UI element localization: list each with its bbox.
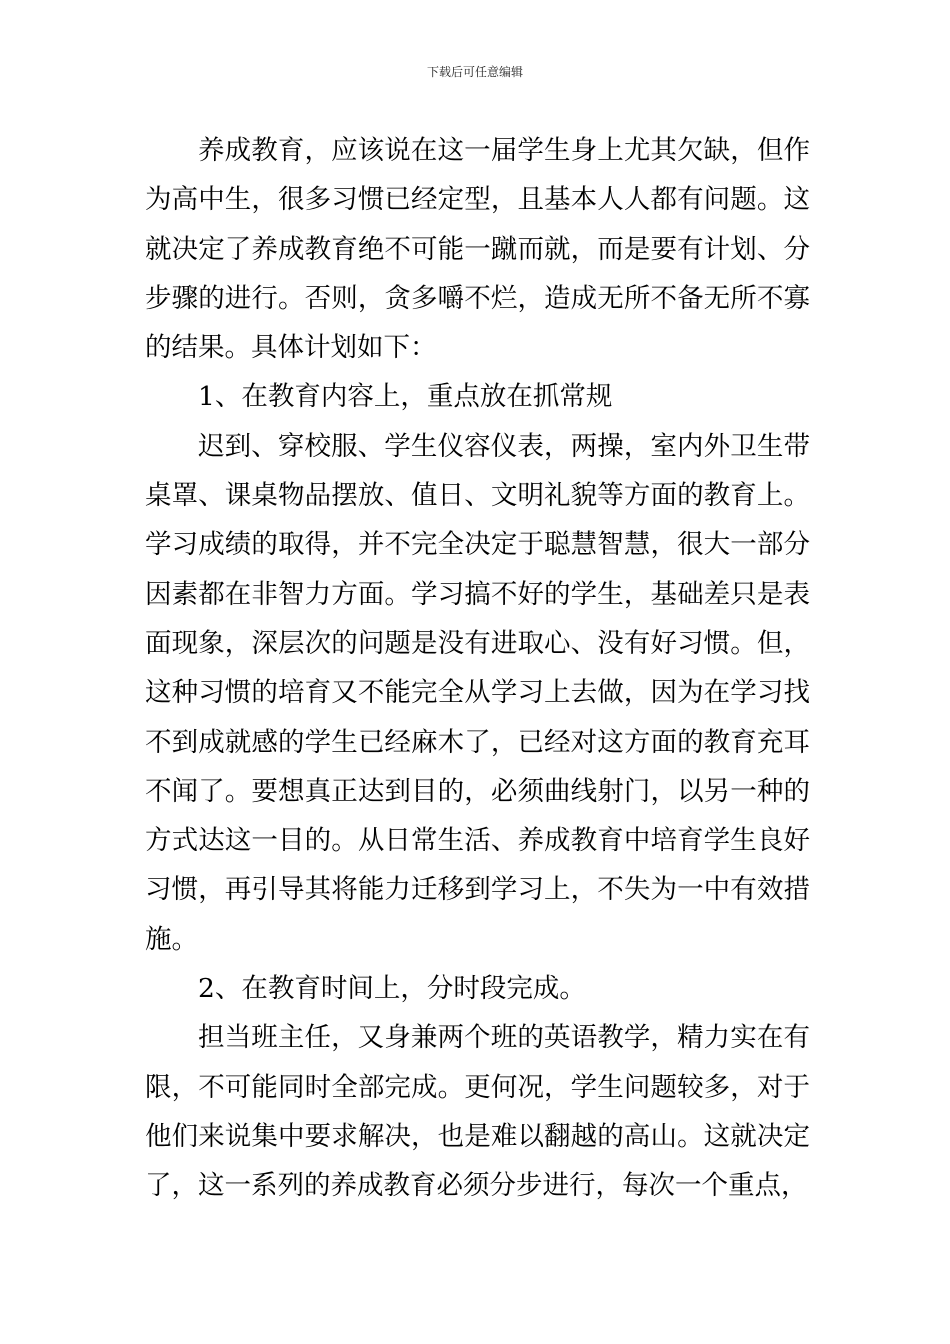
paragraph-heading-1: 1、在教育内容上，重点放在抓常规 xyxy=(198,381,613,413)
paragraph-content-1: 迟到、穿校服、学生仪容仪表，两操，室内外卫生带桌罩、课桌物品摆放、值日、文明礼貌等方面的教育上。学习成绩的取得，并不完全决定于聪慧智慧，很大一部分因素都在非智力方面。学习搞不好的学生，基础差只是表面现象，深层次的问题是没有进取心、没有好习惯。但，这种习惯的培育又不能完全从学习上去做，因为在学习找不到成就感的学生已经麻木了，已经对这方面的教育充耳不闻了。要想真正达到目的，必须曲线射门，以另一种的方式达这一目的。从日常生活、养成教育中培育学生良好习惯，再引导其将能力迁移到学习上，不失为一中有效措施。 xyxy=(145,430,810,955)
paragraph-intro: 养成教育，应该说在这一届学生身上尤其欠缺，但作为高中生，很多习惯已经定型，且基本人人都有问题。这就决定了养成教育绝不可能一蹴而就，而是要有计划、分步骤的进行。否则，贪多嚼不烂，造成无所不备无所不寡的结果。具体计划如下： xyxy=(145,135,810,364)
paragraph-content-2: 担当班主任，又身兼两个班的英语教学，精力实在有限，不可能同时全部完成。更何况，学生问题较多，对于他们来说集中要求解决，也是难以翻越的高山。这就决定了，这一系列的养成教育必须分步进行，每次一个重点， xyxy=(145,1022,810,1202)
page-header: 下载后可任意编辑 xyxy=(426,65,523,79)
paragraph-heading-2: 2、在教育时间上，分时段完成。 xyxy=(198,973,586,1005)
document-body xyxy=(145,126,810,1211)
